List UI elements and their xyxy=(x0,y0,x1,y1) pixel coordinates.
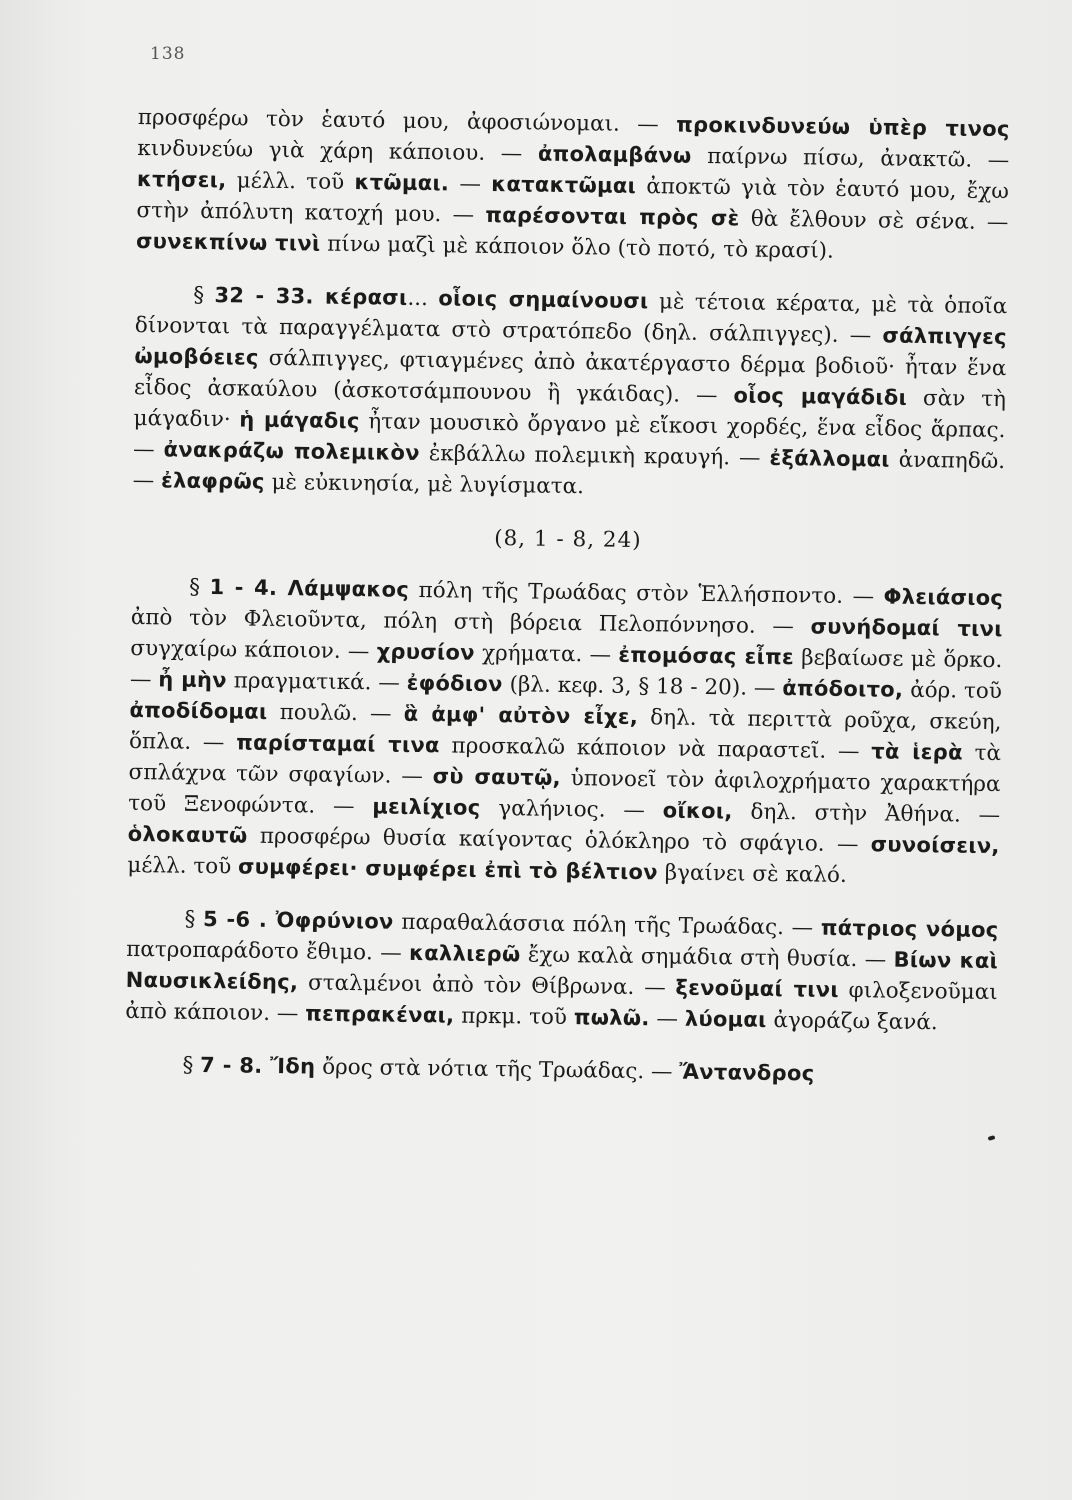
lemma-term: παρίσταμαί τινα xyxy=(236,730,440,758)
gloss-text: μέλλ. τοῦ xyxy=(127,852,239,880)
lemma-term: οἷος μαγάδιδι xyxy=(733,383,908,410)
gloss-text: γαλήνιος. — xyxy=(480,795,663,824)
gloss-text: πίνω μαζὶ μὲ κάποιον ὅλο (τὸ ποτό, τὸ κρασί). xyxy=(320,231,835,264)
gloss-text: § xyxy=(193,282,215,309)
gloss-text: μὲ εὐκινησία, μὲ λυγίσματα. xyxy=(264,469,585,500)
gloss-text: πουλῶ. — xyxy=(267,699,404,727)
gloss-text: § xyxy=(189,574,210,601)
lemma-term: 1 - 4. Λάμψακος xyxy=(209,575,410,602)
lemma-term: μειλίχιος xyxy=(372,794,481,820)
gloss-text: συγχαίρω κάποιον. — xyxy=(130,635,377,665)
lemma-term: ἀνακράζω πολεμικὸν xyxy=(163,437,421,465)
gloss-text: δηλ. τὰ περιττὰ ροῦχα, σκεύη, ὅπλα. — xyxy=(128,705,1002,756)
lemma-term: πεπρακέναι, xyxy=(305,1001,455,1028)
gloss-text: τὰ σπλάχνα τῶν σφαγίων. — xyxy=(128,740,1002,790)
lemma-term: 7 - 8. Ἴδη xyxy=(199,1052,316,1079)
lemma-term: ἀποδίδομαι xyxy=(129,697,268,724)
gloss-text: ... xyxy=(407,285,439,312)
lemma-term: πωλῶ. xyxy=(573,1005,650,1031)
chapter-heading: (8, 1 - 8, 24) xyxy=(494,526,642,554)
gloss-text: σὰν τὴ μάγαδιν· xyxy=(133,385,1007,433)
lemma-term: τὰ ἱερὰ xyxy=(871,739,963,765)
gloss-text: παίρνω πίσω, ἀνακτῶ. — xyxy=(691,143,1010,174)
gloss-text: — xyxy=(448,171,492,197)
lemma-term: ἀπόδοιτο, xyxy=(782,676,904,702)
gloss-text: ἀπὸ τὸν Φλειοῦντα, πόλη στὴ βόρεια Πελοπόννησο. — xyxy=(130,604,811,640)
section-5-6-paragraph xyxy=(125,903,999,1039)
gloss-text: — xyxy=(649,1006,686,1032)
gloss-text: πόλη τῆς Τρωάδας στὸν Ἑλλήσποντο. — xyxy=(408,577,884,610)
gloss-text: δηλ. στὴν Ἀθήνα. — xyxy=(732,799,1001,829)
gloss-text: (βλ. κεφ. 3, § 18 - 20). — xyxy=(502,672,783,702)
lemma-term: 32 - 33. κέρασι xyxy=(214,283,408,310)
gloss-text: κινδυνεύω γιὰ χάρη κάποιου. — xyxy=(137,135,539,167)
lemma-term: ἦ μὴν xyxy=(158,667,228,693)
lemma-term: κτήσει, xyxy=(136,166,227,193)
gloss-text: ὑπονοεῖ τὸν ἀφιλοχρήματο χαρακτήρα τοῦ Ξενοφώντα. — xyxy=(128,765,1001,820)
lemma-term: Βίων καὶ Ναυσικλείδης, xyxy=(125,947,999,995)
ink-mark xyxy=(988,1135,996,1141)
gloss-text: πραγματικά. — xyxy=(226,668,407,696)
gloss-text: βεβαίωσε μὲ ὅρκο. — xyxy=(129,645,1003,693)
gloss-text: σάλπιγγες, φτιαγμένες ἀπὸ ἀκατέργαστο δέρμα βοδιοῦ· ἦταν ἕνα εἶδος ἀσκαύλου (ἀσκοτσάμπουνου ἢ γκάιδας). — xyxy=(133,345,1007,409)
section-32-33-paragraph xyxy=(132,279,1007,508)
gloss-text: θὰ ἔλθουν σὲ σένα. — xyxy=(739,206,1009,236)
lemma-term: συμφέρει· συμφέρει ἐπὶ τὸ βέλτιον xyxy=(237,854,659,885)
gloss-text: § xyxy=(182,1052,201,1078)
gloss-text: παραθαλάσσια πόλη τῆς Τρωάδας. — xyxy=(393,909,822,941)
lemma-term: 5 -6 . Ὀφρύνιον xyxy=(202,906,394,934)
lemma-term: ξενοῦμαί τινι xyxy=(675,975,839,1002)
lemma-term: οἴκοι, xyxy=(662,798,733,824)
lemma-term: σάλπιγγες ὠμοβόειες xyxy=(134,323,1007,370)
gloss-text: προσφέρω θυσία καίγοντας ὁλόκληρο τὸ σφάγιο. — xyxy=(247,823,871,858)
gloss-text: προσκαλῶ κάποιον νὰ παραστεῖ. — xyxy=(439,733,872,765)
gloss-text: προσφέρω τὸν ἑαυτό μου, ἀφοσιώνομαι. — xyxy=(137,104,677,138)
lemma-term: συνοίσειν, xyxy=(870,832,1000,859)
lemma-term: ἀπολαμβάνω xyxy=(537,141,692,168)
gloss-text: πρκμ. τοῦ xyxy=(454,1003,574,1031)
gloss-text: § xyxy=(184,906,204,932)
lemma-term: σὺ σαυτῷ, xyxy=(432,764,562,790)
gloss-text: σταλμένοι ἀπὸ τὸν Θίβρωνα. — xyxy=(298,970,676,1001)
lemma-term: ἐξάλλομαι xyxy=(769,445,890,472)
lemma-term: ἐπομόσας εἶπε xyxy=(618,642,795,670)
section-1-4-paragraph xyxy=(127,571,1003,893)
lemma-term: παρέσονται πρὸς σὲ xyxy=(485,202,740,231)
lemma-term: οἷοις σημαίνουσι xyxy=(438,286,649,314)
gloss-text: ὄρος στὰ νότια τῆς Τρωάδας. — xyxy=(315,1054,680,1085)
gloss-text: ἀγοράζω ξανά. xyxy=(766,1007,938,1036)
lemma-term: ὁλοκαυτῶ xyxy=(127,821,248,848)
lemma-term: προκινδυνεύω ὑπὲρ τινος xyxy=(676,112,1010,142)
gloss-text: ἐκβάλλω πολεμικὴ κραυγή. — xyxy=(419,440,770,471)
lemma-term: ἐφόδιον xyxy=(406,670,503,697)
gloss-text: ἔχω καλὰ σημάδια στὴ θυσία. — xyxy=(520,942,894,973)
lemma-term: πάτριος νόμος xyxy=(820,915,999,943)
gloss-text: πατροπαράδοτο ἔθιμο. — xyxy=(125,936,410,966)
gloss-text: ἀποκτῶ γιὰ τὸν ἑαυτό μου, ἔχω στὴν ἀπόλυτη κατοχή μου. — xyxy=(136,173,1009,228)
intro-paragraph xyxy=(136,102,1010,269)
lemma-term: κτῶμαι. xyxy=(354,170,450,196)
lemma-term: χρυσίον xyxy=(376,639,475,665)
gloss-text: φιλοξενοῦμαι ἀπὸ κάποιον. — xyxy=(125,977,998,1027)
gloss-text: μὲ τέτοια κέρατα, μὲ τὰ ὁποῖα δίνονται τὰ παραγγέλματα στὸ στρατόπεδο (δηλ. σάλπιγγες). — xyxy=(134,289,1008,349)
lemma-term: Φλειάσιος xyxy=(883,584,1004,611)
gloss-text: μέλλ. τοῦ xyxy=(226,168,355,196)
gloss-text: ἀόρ. τοῦ xyxy=(903,677,1003,705)
gloss-text: ἀναπηδῶ. — xyxy=(132,447,1006,494)
lemma-term: ἡ μάγαδις xyxy=(239,407,360,434)
lemma-term: ἃ ἀμφ' αὐτὸν εἶχε, xyxy=(403,701,639,730)
glossary-text xyxy=(124,102,1010,1092)
lemma-term: κατακτῶμαι xyxy=(491,171,637,198)
lemma-term: συνεκπίνω τινὶ xyxy=(135,228,321,256)
gloss-text: βγαίνει σὲ καλό. xyxy=(657,860,847,888)
gloss-text: ἦταν μουσικὸ ὄργανο μὲ εἴκοσι χορδές, ἕνα εἶδος ἅρπας. — xyxy=(132,409,1006,463)
lemma-term: Ἄντανδρος xyxy=(679,1059,815,1086)
lemma-term: συνήδομαί τινι xyxy=(810,614,1003,642)
gloss-text: χρήματα. — xyxy=(474,640,619,668)
lemma-term: λύομαι xyxy=(684,1006,767,1032)
page-number: 138 xyxy=(150,44,186,64)
lemma-term: ἐλαφρῶς xyxy=(160,468,265,494)
lemma-term: καλλιερῶ xyxy=(408,940,521,967)
